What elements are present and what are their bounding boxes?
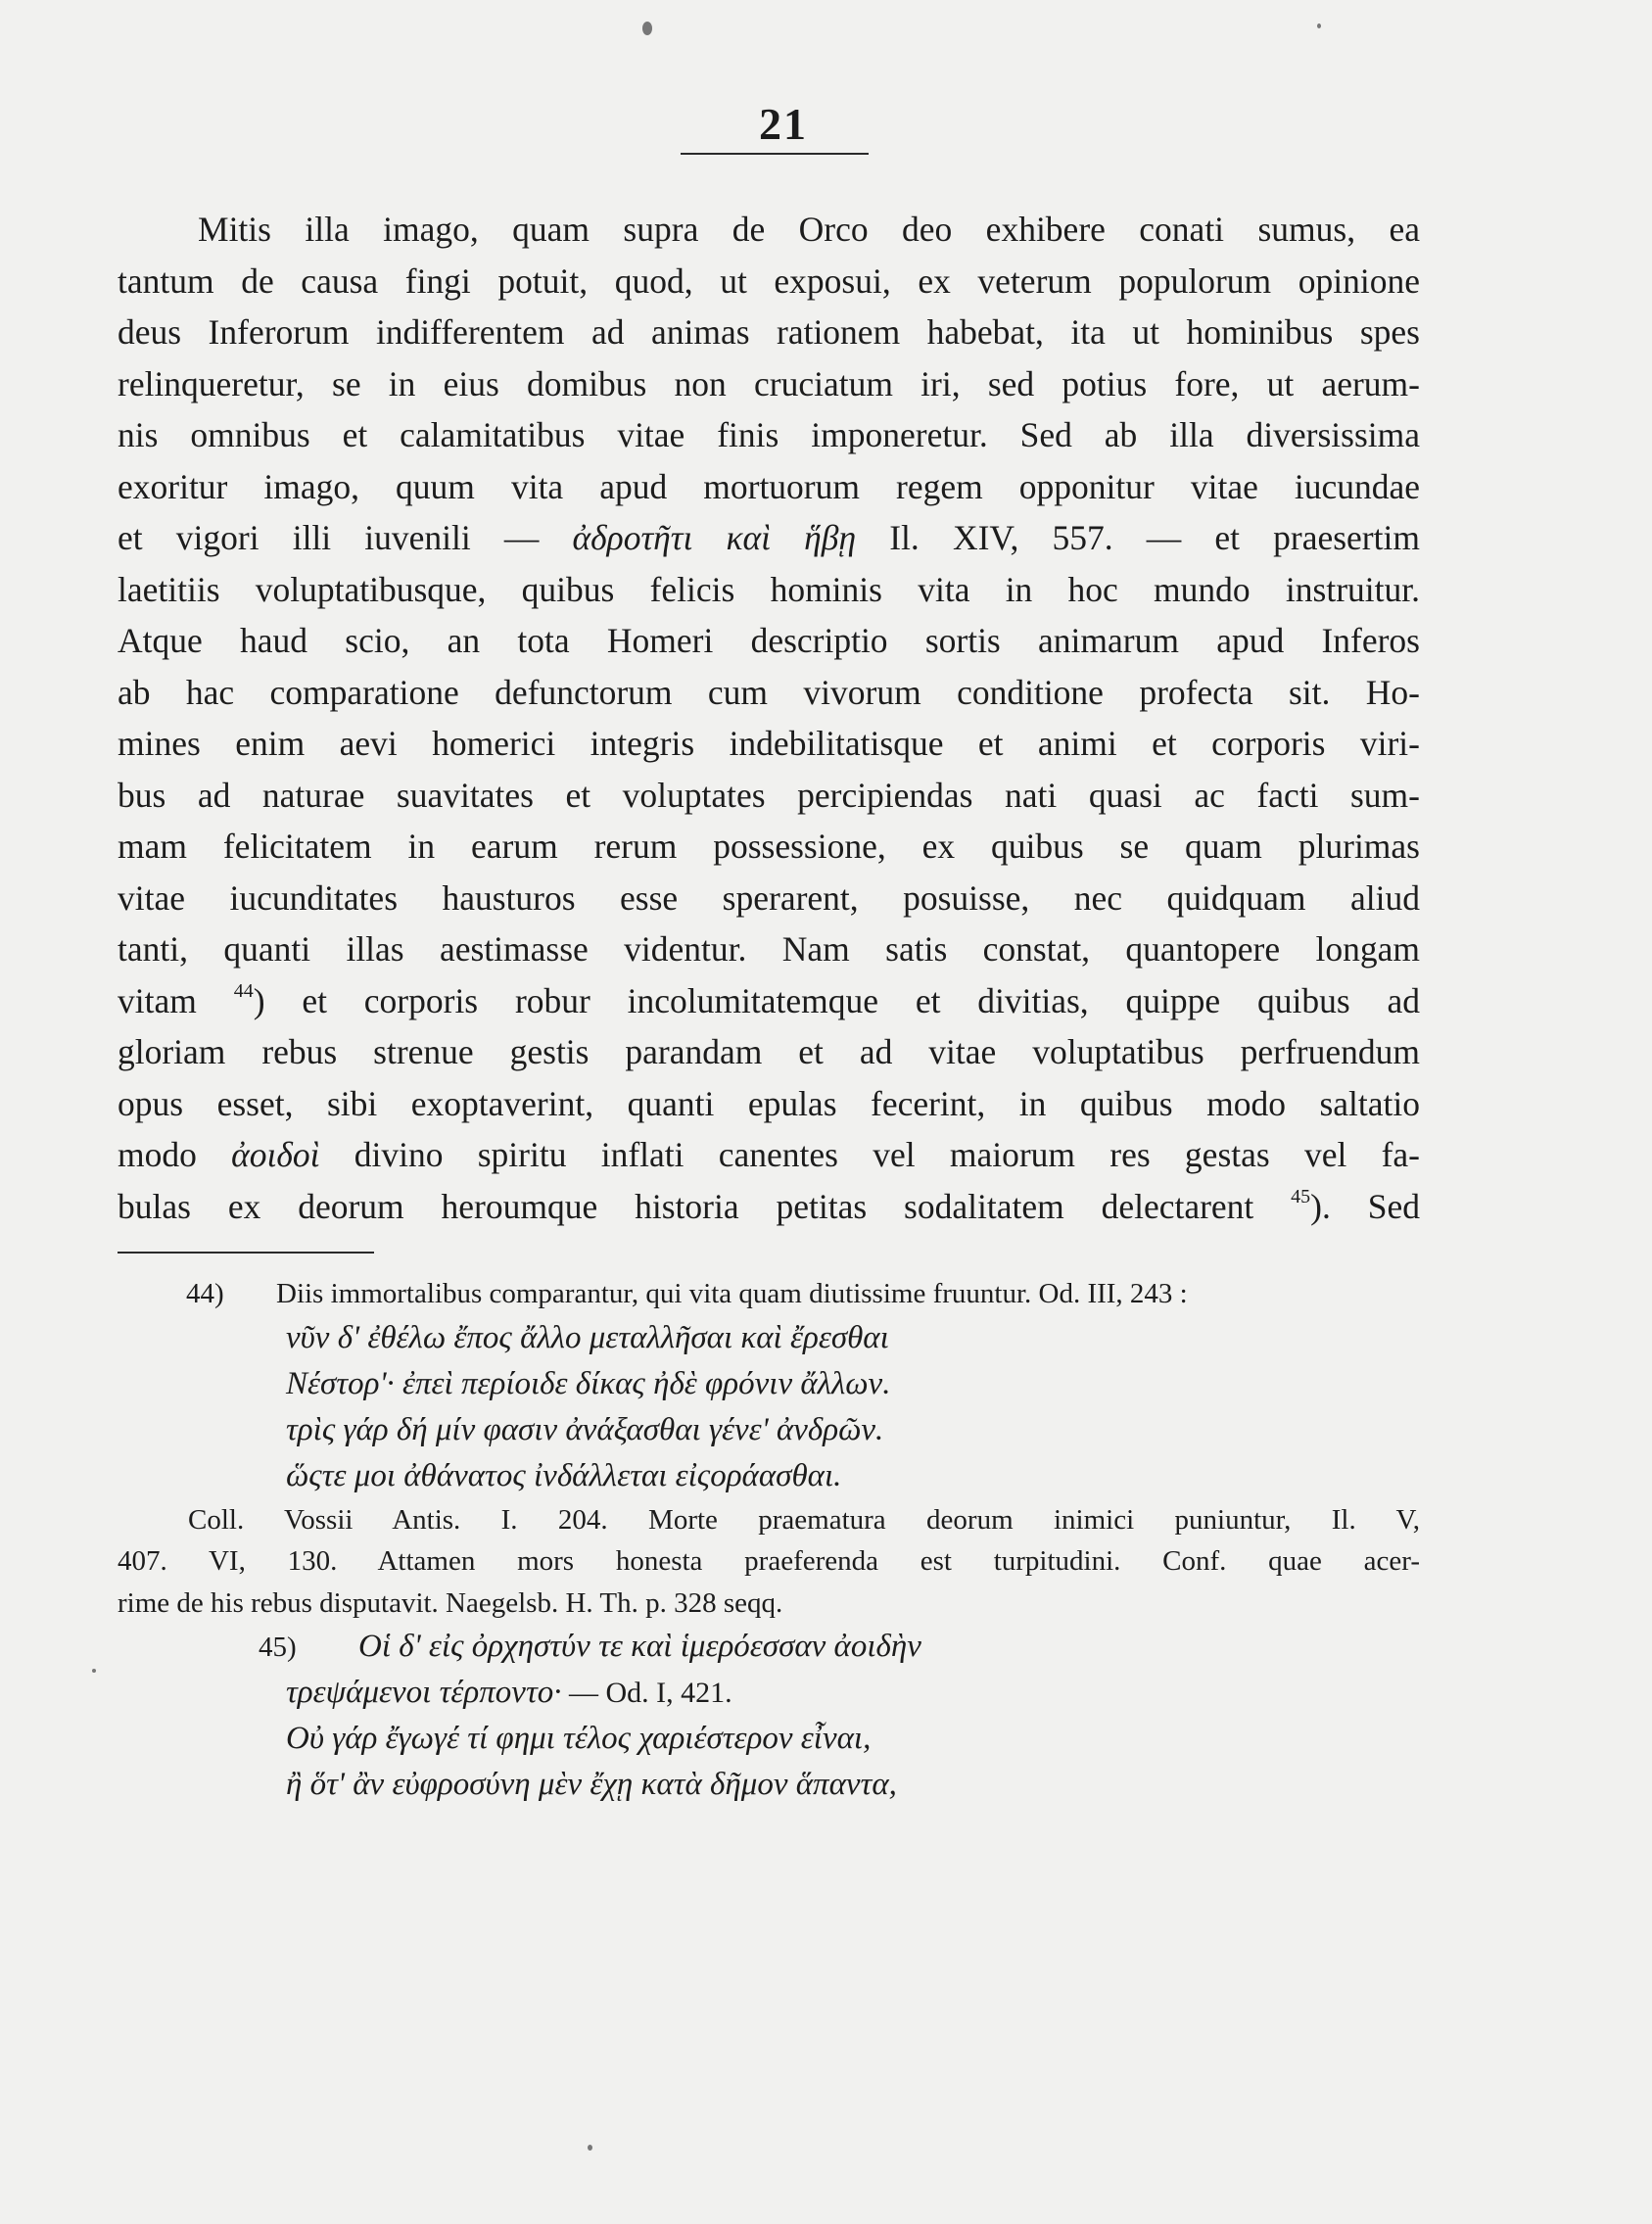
text-line: tantum de causa fingi potuit, quod, ut exposui, ex veterum populorum opinione	[118, 260, 1420, 301]
text-fragment: ) et corporis robur incolumitatemque et divitias, quippe quibus ad	[253, 980, 1420, 1020]
footnote-marker: 45)	[259, 1632, 297, 1663]
greek-verse: ὥςτε μοι ἀθάνατος ἰνδάλλεται εἰςοράασθαι.	[286, 1457, 842, 1493]
text-line: mam felicitatem in earum rerum possessione, ex quibus se quam plurimas	[118, 827, 1420, 866]
text-line: gloriam rebus strenue gestis parandam et ad vitae voluptatibus perfruendum	[118, 1032, 1420, 1071]
footnote-ref-44[interactable]: 44	[233, 979, 254, 1002]
greek-verse: Οἱ δ' εἰς ὀρχηστύν τε καὶ ἱμερόεσσαν ἀοιδὴν	[358, 1629, 921, 1664]
text-line: mines enim aevi homerici integris indebilitatisque et animi et corporis viri-	[118, 724, 1420, 763]
citation: — Od. I, 421.	[561, 1677, 732, 1709]
footnote-text-line: rime de his rebus disputavit. Naegelsb. H. Th. p. 328 seqq.	[118, 1586, 783, 1619]
greek-word: ἀοιδοὶ	[231, 1135, 320, 1174]
text-line: relinqueretur, se in eius domibus non cruciatum iri, sed potius fore, ut aerum-	[118, 363, 1420, 403]
text-fragment: bulas ex deorum heroumque historia petitas sodalitatem delectarent	[118, 1186, 1292, 1226]
greek-verse: τρὶς γάρ δή μίν φασιν ἀνάξασθαι γένε' ἀνδρῶν.	[286, 1411, 884, 1447]
text-fragment: Il. XIV, 557. — et praesertim	[856, 518, 1420, 557]
greek-verse-line	[118, 1670, 1420, 1716]
text-line: ab hac comparatione defunctorum cum vivorum conditione profecta sit. Ho-	[118, 672, 1420, 712]
paper-speck	[588, 2145, 592, 2151]
greek-verse: τρεψάμενοι τέρποντο·	[286, 1675, 562, 1710]
text-line: exoritur imago, quum vita apud mortuorum regem opponitur vitae iucundae	[118, 466, 1420, 506]
paper-speck	[92, 1669, 96, 1673]
footnote-rule	[118, 1252, 374, 1254]
text-fragment: modo	[118, 1135, 232, 1174]
text-line	[118, 1129, 1420, 1181]
footnote-marker: 44)	[186, 1278, 224, 1309]
text-line: Mitis illa imago, quam supra de Orco deo exhibere conati sumus, ea	[198, 210, 1420, 249]
footnotes	[118, 1273, 1420, 1808]
footnote-text-line: Coll. Vossii Antis. I. 204. Morte praematura deorum inimici puniuntur, Il. V,	[188, 1503, 1420, 1536]
header-rule	[681, 153, 869, 155]
text-line: Atque haud scio, an tota Homeri descriptio sortis animarum apud Inferos	[118, 621, 1420, 660]
greek-verse: Οὐ γάρ ἔγωγέ τί φημι τέλος χαριέστερον εἶναι,	[286, 1721, 872, 1756]
footnote-text: Diis immortalibus comparantur, qui vita quam diutissime fruuntur. Od. III, 243 :	[276, 1278, 1188, 1309]
text-line	[118, 1181, 1420, 1233]
page-number: 21	[759, 99, 808, 149]
footnote-45-first	[118, 1624, 1420, 1670]
text-fragment: vitam	[118, 980, 234, 1020]
main-text	[118, 204, 1420, 1232]
text-line: laetitiis voluptatibusque, quibus felicis hominis vita in hoc mundo instruitur.	[118, 569, 1420, 609]
text-line: nis omnibus et calamitatibus vitae finis imponeretur. Sed ab illa diversissima	[118, 415, 1420, 454]
greek-verse: ἢ ὅτ' ἂν εὐφροσύνη μὲν ἔχῃ κατὰ δῆμον ἅπαντα,	[286, 1767, 897, 1802]
text-fragment: ). Sed	[1310, 1186, 1421, 1226]
paper-speck	[642, 22, 652, 35]
text-line: tanti, quanti illas aestimasse videntur. Nam satis constat, quantopere longam	[118, 929, 1420, 969]
greek-quote: ἀδροτῆτι καὶ ἥβῃ	[572, 518, 857, 557]
greek-verse: Νέστορ'· ἐπεὶ περίοιδε δίκας ἠδὲ φρόνιν ἄλλων.	[286, 1365, 891, 1401]
footnote-text-line: 407. VI, 130. Attamen mors honesta praeferenda est turpitudini. Conf. quae acer-	[118, 1545, 1420, 1577]
footnote-44-intro	[118, 1273, 1420, 1315]
text-line: bus ad naturae suavitates et voluptates percipiendas nati quasi ac facti sum-	[118, 775, 1420, 815]
text-fragment: et vigori illi iuvenili —	[118, 518, 573, 557]
text-line	[118, 975, 1420, 1027]
paper-speck	[1317, 24, 1321, 28]
greek-verse: νῦν δ' ἐθέλω ἔπος ἄλλο μεταλλῆσαι καὶ ἔρεσθαι	[286, 1319, 889, 1355]
text-line: vitae iucunditates hausturos esse sperarent, posuisse, nec quidquam aliud	[118, 877, 1420, 918]
text-fragment: divino spiritu inflati canentes vel maiorum res gestas vel fa-	[319, 1135, 1420, 1174]
text-line	[118, 512, 1420, 564]
text-line: deus Inferorum indifferentem ad animas rationem habebat, ita ut hominibus spes	[118, 312, 1420, 352]
footnote-ref-45[interactable]: 45	[1291, 1185, 1311, 1207]
text-line: opus esset, sibi exoptaverint, quanti epulas fecerint, in quibus modo saltatio	[118, 1083, 1420, 1123]
